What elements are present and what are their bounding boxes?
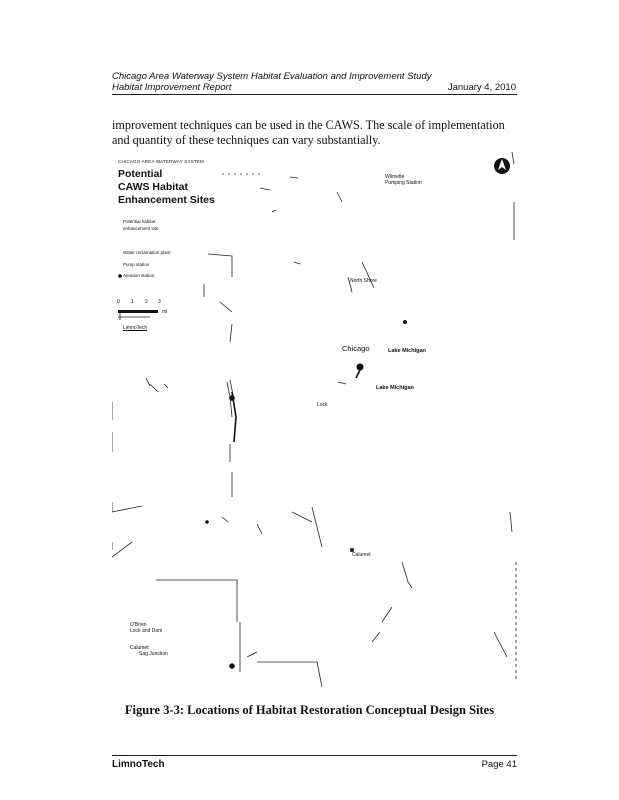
scale-bar [118,310,158,313]
waterway-line [272,210,276,212]
place-label: North Shore [350,278,377,284]
site-marker-icon [403,320,407,324]
legend-entry: Water reclamation plant [123,250,171,255]
place-label: Lock [317,402,328,408]
place-label: Calumet [130,645,149,651]
figure-caption: Figure 3-3: Locations of Habitat Restoration Conceptual Design Sites [124,703,495,717]
place-label: Lake Michigan [376,385,414,391]
footer-company: LimnoTech [112,759,165,770]
waterway-line [337,192,342,202]
waterway-line [208,254,232,277]
map-credit: LimnoTech [123,325,148,331]
place-label: Sag Junction [139,651,168,657]
waterway-line [257,524,262,534]
scale-tick-label: 1 [131,299,134,305]
site-marker-icon [229,395,235,401]
waterway-line [494,632,507,657]
city-label: Chicago [342,344,370,353]
intro-paragraph: improvement techniques can be used in the CAWS. The scale of implementation and quantity of these techniques can vary substantially. [112,118,505,147]
map-system-label: CHICAGO AREA WATERWAY SYSTEM [118,159,204,164]
waterway-line [150,384,158,392]
waterway-line [292,512,312,522]
report-date: January 4, 2010 [447,82,516,93]
site-marker-icon [205,520,209,524]
study-title-header: Chicago Area Waterway System Habitat Evaluation and Improvement Study [112,71,432,82]
footer-rule [112,755,517,756]
place-label: Lock and Dam [130,628,163,634]
north-arrow-icon [494,158,510,174]
legend-entry: Pump station [123,262,150,267]
map-title-line: Enhancement Sites [118,194,215,206]
map-title [118,168,215,207]
waterway-line [512,152,514,164]
place-label: O'Brien [130,622,147,628]
map-title-line: Potential [118,168,163,180]
waterway-line [260,188,270,190]
waterway-line [402,562,412,588]
waterway-line [230,324,232,342]
waterway-line [338,382,346,384]
site-marker-icon [357,364,364,371]
header-rule [112,94,517,95]
place-label: Pumping Station [385,180,422,186]
scale-unit: mi [162,309,168,315]
waterway-line [312,507,322,547]
scale-tick-label: 2 [145,299,148,305]
report-title-header: Habitat Improvement Report [112,82,232,93]
waterway-line [146,378,150,386]
waterway-line [112,502,142,512]
page-number: Page 41 [481,759,517,770]
waterway-line [112,542,132,557]
place-label: Lake Michigan [388,348,426,354]
map-linework [112,152,520,690]
legend-entry: enhancement site [123,226,159,231]
scale-tick-label: 3 [158,299,161,305]
waterway-line [247,652,257,657]
waterway-line [372,632,380,642]
waterway-line [510,512,512,532]
waterway-line [362,262,374,288]
waterway-line [290,177,298,178]
place-label: Calumet [352,552,371,558]
waterway-line [257,662,322,687]
legend-entry: Aeration station [123,273,155,278]
legend-entry: Potential habitat [123,219,156,224]
waterway-line [382,607,392,622]
waterway-line [294,262,300,264]
map-title-line: CAWS Habitat [118,181,189,193]
pump-station-icon [118,274,122,278]
scale-tick-label: 0 [117,299,120,305]
waterway-line [156,580,237,622]
site-marker-icon [229,663,235,669]
habitat-sites-map [112,152,520,690]
place-label: Wilmette [385,174,405,180]
waterway-line [222,517,228,522]
waterway-line [220,302,232,312]
waterway-line [164,384,168,388]
